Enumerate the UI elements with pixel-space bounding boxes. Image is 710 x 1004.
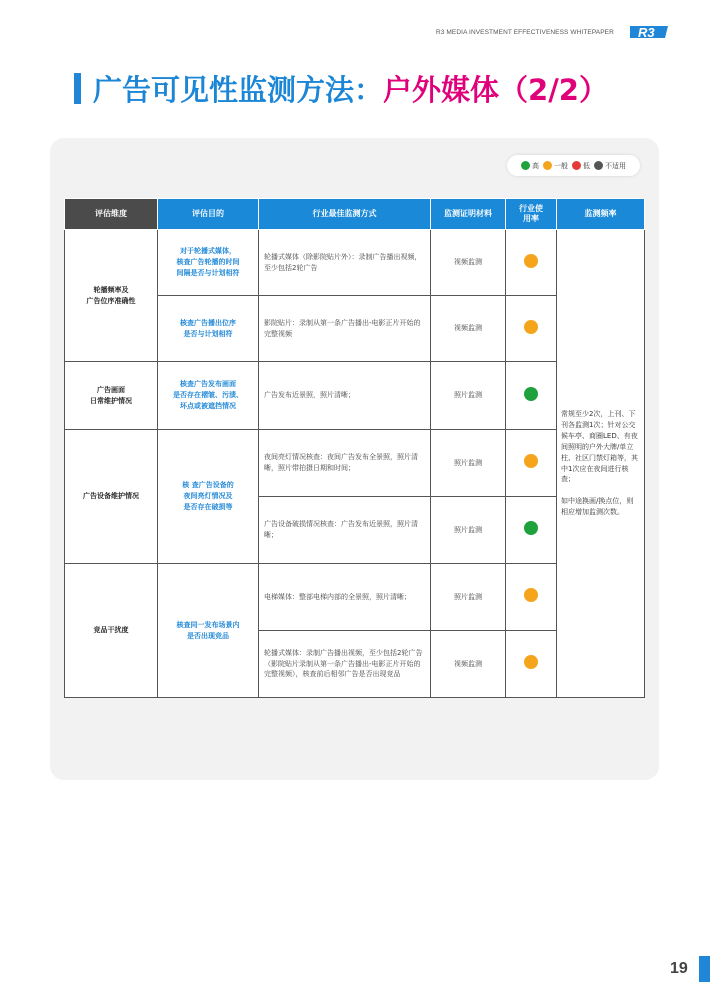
r3-logo xyxy=(630,24,668,40)
method-cell: 广告发布近景照，照片清晰； xyxy=(259,362,431,430)
material-cell: 照片监测 xyxy=(431,497,506,564)
table-row xyxy=(65,230,645,296)
usage-cell xyxy=(506,497,557,564)
purpose-cell: 核查广告发布画面 是否存在褶皱、污渍、 坏点或被遮挡情况 xyxy=(158,362,259,430)
page-title-main: 广告可见性监测方法： xyxy=(93,72,384,107)
material-cell: 视频监测 xyxy=(431,230,506,296)
table-header-row xyxy=(65,199,645,230)
usage-cell xyxy=(506,230,557,296)
method-cell: 电梯媒体：整部电梯内部的全景照，照片清晰； xyxy=(259,564,431,631)
svg-text:R3: R3 xyxy=(638,25,655,40)
usage-cell xyxy=(506,564,557,631)
usage-cell xyxy=(506,631,557,698)
material-cell: 照片监测 xyxy=(431,564,506,631)
legend-label: 低 xyxy=(583,161,590,170)
usage-medium-dot-icon xyxy=(524,320,538,334)
header-purpose: 评估目的 xyxy=(158,199,259,230)
usage-cell xyxy=(506,430,557,497)
legend-label: 不适用 xyxy=(605,161,626,170)
dimension-cell: 广告画面 日常维护情况 xyxy=(65,362,158,430)
header-method: 行业最佳监测方式 xyxy=(259,199,431,230)
usage-legend xyxy=(507,155,640,176)
dimension-cell: 竞品干扰度 xyxy=(65,564,158,698)
purpose-cell: 核查同一发布场景内 是否出现竞品 xyxy=(158,564,259,698)
page-title xyxy=(74,70,608,106)
usage-high-dot-icon xyxy=(524,521,538,535)
page-title-accent: 户外媒体（2/2） xyxy=(383,72,608,107)
orange-dot-icon xyxy=(543,161,552,170)
material-cell: 照片监测 xyxy=(431,362,506,430)
green-dot-icon xyxy=(521,161,530,170)
legend-item-na xyxy=(594,161,626,171)
legend-item-high xyxy=(521,161,539,171)
method-cell: 夜间亮灯情况核查：夜间广告发布全景照，照片清晰，照片带拍摄日期和时间； xyxy=(259,430,431,497)
material-cell: 视频监测 xyxy=(431,296,506,362)
usage-medium-dot-icon xyxy=(524,655,538,669)
header-frequency: 监测频率 xyxy=(557,199,645,230)
red-dot-icon xyxy=(572,161,581,170)
method-cell: 广告设备破损情况核查：广告发布近景照，照片清晰； xyxy=(259,497,431,564)
monitoring-table xyxy=(64,198,645,698)
usage-medium-dot-icon xyxy=(524,588,538,602)
usage-high-dot-icon xyxy=(524,387,538,401)
legend-label: 高 xyxy=(532,161,539,170)
method-cell: 轮播式媒体：录制广告播出视频，至少包括2轮广告（影院贴片录制从第一条广告播出-电影正片开始的完整视频），核查前后相邻广告是否出现竞品 xyxy=(259,631,431,698)
page-number-bar xyxy=(699,956,710,982)
usage-cell xyxy=(506,296,557,362)
purpose-cell: 对于轮播式媒体， 核查广告轮播的时间 间隔是否与计划相符 xyxy=(158,230,259,296)
frequency-cell: 常规至少2次，上刊、下刊各监测1次；针对公交候车亭、商圈LED、有夜间照明的户外大牌/单立柱、社区门禁灯箱等，其中1次应在夜间进行核查； 如中途换画/换点位，则相应增加监测次数。 xyxy=(557,230,645,698)
usage-medium-dot-icon xyxy=(524,454,538,468)
method-cell: 轮播式媒体（除影院贴片外）：录制广告播出视频，至少包括2轮广告 xyxy=(259,230,431,296)
material-cell: 视频监测 xyxy=(431,631,506,698)
title-accent-bar xyxy=(74,73,81,104)
legend-label: 一般 xyxy=(554,161,568,170)
method-cell: 影院贴片：录制从第一条广告播出-电影正片开始的完整视频 xyxy=(259,296,431,362)
usage-medium-dot-icon xyxy=(524,254,538,268)
header-dimension: 评估维度 xyxy=(65,199,158,230)
legend-item-medium xyxy=(543,161,568,171)
material-cell: 照片监测 xyxy=(431,430,506,497)
gray-dot-icon xyxy=(594,161,603,170)
header-usage: 行业使 用率 xyxy=(506,199,557,230)
purpose-cell: 核 查广告设备的 夜间亮灯情况及 是否存在破损等 xyxy=(158,430,259,564)
usage-cell xyxy=(506,362,557,430)
dimension-cell: 轮播频率及 广告位序准确性 xyxy=(65,230,158,362)
page-number: 19 xyxy=(670,960,688,977)
dimension-cell: 广告设备维护情况 xyxy=(65,430,158,564)
purpose-cell: 核查广告播出位序 是否与计划相符 xyxy=(158,296,259,362)
header-material: 监测证明材料 xyxy=(431,199,506,230)
legend-item-low xyxy=(572,161,590,171)
whitepaper-tagline: R3 MEDIA INVESTMENT EFFECTIVENESS WHITEPAPER xyxy=(436,29,614,36)
